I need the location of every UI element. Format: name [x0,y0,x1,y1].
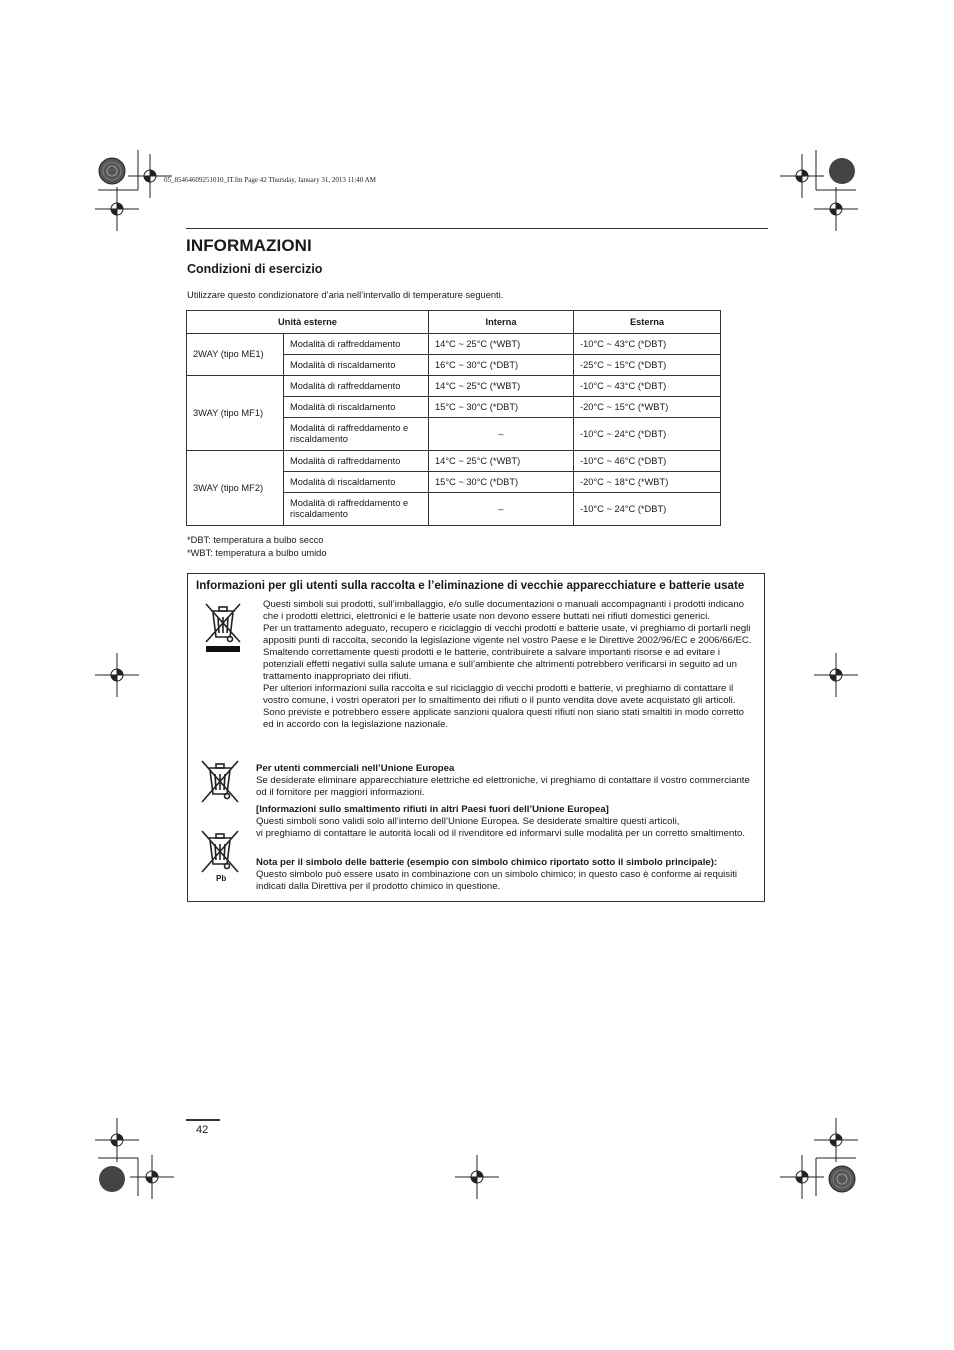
crossed-bin-icon [198,758,242,806]
header-outdoor: Esterna [574,311,721,334]
mode-cell: Modalità di raffreddamento [284,451,429,472]
outdoor-cell: -20°C ~ 18°C (*WBT) [574,472,721,493]
non-eu-text-2: vi preghiamo di contattare le autorità locali od il rivenditore ed informarvi sulle modalità per un corretto smaltimento. [256,828,745,839]
battery-heading: Nota per il simbolo delle batterie (esempio con simbolo chimico riportato sotto il simbolo principale): [256,857,718,868]
unit-cell: 3WAY (tipo MF2) [187,451,284,526]
weee-info-box [187,573,765,902]
mode-cell: Modalità di raffreddamento e riscaldamento [284,418,429,451]
eu-section [256,763,756,799]
outdoor-cell: -10°C ~ 24°C (*DBT) [574,418,721,451]
non-eu-section [256,804,756,840]
table-row [187,376,721,397]
header-indoor: Interna [429,311,574,334]
outdoor-cell: -10°C ~ 43°C (*DBT) [574,334,721,355]
indoor-cell: 14°C ~ 25°C (*WBT) [429,451,574,472]
weee-para-4: Per ulteriori informazioni sulla raccolta e sul riciclaggio di vecchi prodotti e batterie, vi preghiamo di contattare il vostro comune, i vostri operatori per lo smaltimento dei rifiuti o il punto vendita dove avete acquistato gli articoli. Sono previste e potrebbero essere applicate sanzioni qualora questi rifiuti non siano stati smaltiti in modo corretto ed in accordo con la legislazione nazionale. [263,683,745,730]
weee-title: Informazioni per gli utenti sulla raccolta e l’eliminazione di vecchie apparecchiature e batterie usate [196,579,745,592]
unit-cell: 2WAY (tipo ME1) [187,334,284,376]
footnote-dbt: *DBT: temperatura a bulbo secco [187,535,324,545]
unit-cell: 3WAY (tipo MF1) [187,376,284,451]
battery-section [256,857,760,893]
page-title: INFORMAZIONI [186,236,312,255]
eu-text: Se desiderate eliminare apparecchiature elettriche ed elettroniche, vi preghiamo di contattare il vostro commerciante od il fornitore per maggiori informazioni. [256,775,750,798]
mode-cell: Modalità di riscaldamento [284,355,429,376]
indoor-cell: – [429,418,574,451]
weee-para-3: Smaltendo correttamente questi prodotti e le batterie, contribuirete a salvare importanti risorse e ad evitare i potenziali effetti negativi sulla salute umana e sull’ambiente che altrimenti potrebbero verificarsi in seguito ad un trattamento inappropriato dei rifiuti. [263,647,737,682]
indoor-cell: 15°C ~ 30°C (*DBT) [429,472,574,493]
header-rule [186,228,768,229]
page-number: 42 [196,1124,209,1136]
mode-cell: Modalità di riscaldamento [284,397,429,418]
battery-text: Questo simbolo può essere usato in combinazione con un simbolo chimico; in questo caso è conforme ai requisiti indicati dalla Direttiva per il prodotto chimico in questione. [256,869,738,892]
crossed-bin-bar-icon [202,600,244,656]
indoor-cell: 16°C ~ 30°C (*DBT) [429,355,574,376]
indoor-cell: 14°C ~ 25°C (*WBT) [429,334,574,355]
outdoor-cell: -10°C ~ 46°C (*DBT) [574,451,721,472]
header-outdoor-units: Unità esterne [187,311,429,334]
weee-para-2: Per un trattamento adeguato, recupero e riciclaggio di vecchi prodotti e batterie usate, vi preghiamo di portarli negli appositi punti di raccolta, secondo la legislazione vigente nel vostro Paese e le Direttive 2002/96/EC e 2006/66/EC. [263,623,752,646]
table-row [187,334,721,355]
print-slug: 05_85464609251010_IT.fm Page 42 Thursday, January 31, 2013 11:40 AM [164,176,376,184]
intro-text: Utilizzare questo condizionatore d’aria nell’intervallo di temperature seguenti. [187,290,504,300]
weee-paragraphs [263,599,755,731]
non-eu-heading: [Informazioni sullo smaltimento rifiuti in altri Paesi fuori dell’Unione Europea] [256,804,609,815]
weee-para-1: Questi simboli sui prodotti, sull’imballaggio, e/o sulle documentazioni o manuali accompagnanti i prodotti indicano che i prodotti elettrici, elettronici e le batterie usate non devono essere buttati nei rifiuti domestici generici. [263,599,745,622]
indoor-cell: 14°C ~ 25°C (*WBT) [429,376,574,397]
outdoor-cell: -20°C ~ 15°C (*WBT) [574,397,721,418]
table-header-row [187,311,721,334]
eu-heading: Per utenti commerciali nell’Unione Europea [256,763,455,774]
footer-rule [186,1119,220,1121]
section-title: Condizioni di esercizio [187,262,323,276]
mode-cell: Modalità di raffreddamento e riscaldamento [284,493,429,526]
crossed-bin-pb-icon [198,828,242,874]
mode-cell: Modalità di raffreddamento [284,334,429,355]
footnote-wbt: *WBT: temperatura a bulbo umido [187,548,327,558]
mode-cell: Modalità di riscaldamento [284,472,429,493]
operating-conditions-table [186,310,721,526]
mode-cell: Modalità di raffreddamento [284,376,429,397]
indoor-cell: – [429,493,574,526]
table-row [187,451,721,472]
outdoor-cell: -10°C ~ 24°C (*DBT) [574,493,721,526]
non-eu-text-1: Questi simboli sono validi solo all’interno dell’Unione Europea. Se desiderate smaltire questi articoli, [256,816,680,827]
chemical-symbol-label: Pb [216,874,227,883]
outdoor-cell: -25°C ~ 15°C (*DBT) [574,355,721,376]
outdoor-cell: -10°C ~ 43°C (*DBT) [574,376,721,397]
indoor-cell: 15°C ~ 30°C (*DBT) [429,397,574,418]
